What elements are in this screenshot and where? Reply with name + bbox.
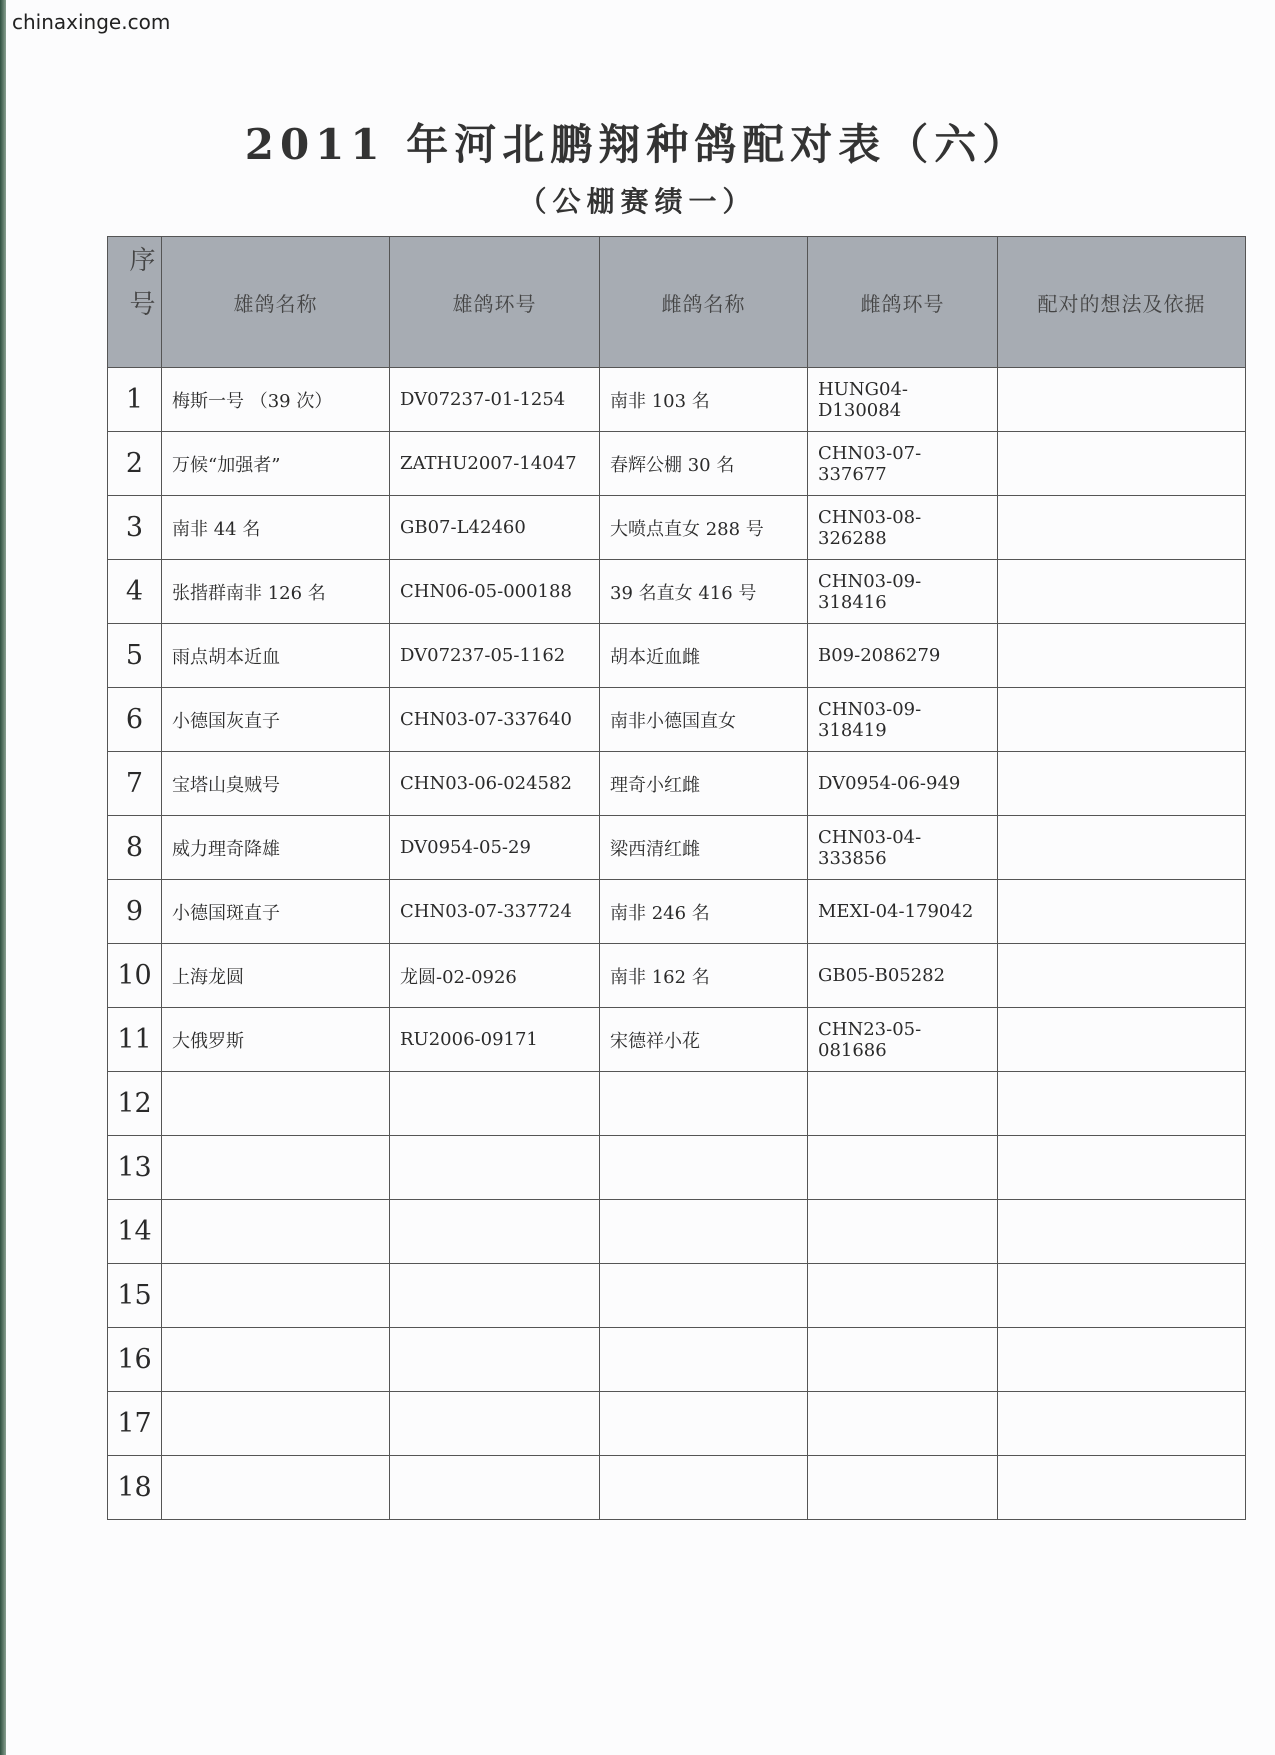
female-ring-cell: CHN03-09-318416 — [808, 560, 998, 624]
notes-cell — [998, 752, 1246, 816]
male-name-cell — [162, 1264, 390, 1328]
female-name-cell: 大喷点直女 288 号 — [600, 496, 808, 560]
female-ring-cell: CHN03-04-333856 — [808, 816, 998, 880]
table-row — [108, 1008, 1246, 1072]
male-ring-cell — [390, 1264, 600, 1328]
male-ring-cell: ZATHU2007-14047 — [390, 432, 600, 496]
male-name-cell: 上海龙圆 — [162, 944, 390, 1008]
male-ring-cell: RU2006-09171 — [390, 1008, 600, 1072]
male-name-cell — [162, 1392, 390, 1456]
table-row — [108, 432, 1246, 496]
table-row — [108, 368, 1246, 432]
row-seq: 1 — [108, 368, 162, 432]
male-ring-cell: CHN03-06-024582 — [390, 752, 600, 816]
row-seq: 3 — [108, 496, 162, 560]
watermark-text: chinaxinge.com — [12, 10, 171, 34]
table-row — [108, 1136, 1246, 1200]
male-name-cell: 小德国斑直子 — [162, 880, 390, 944]
female-ring-cell: HUNG04-D130084 — [808, 368, 998, 432]
notes-cell — [998, 496, 1246, 560]
row-seq: 4 — [108, 560, 162, 624]
header-male-name: 雄鸽名称 — [162, 237, 390, 368]
female-ring-cell — [808, 1136, 998, 1200]
row-seq: 9 — [108, 880, 162, 944]
female-name-cell: 南非小德国直女 — [600, 688, 808, 752]
table-header — [108, 237, 1246, 368]
female-name-cell — [600, 1328, 808, 1392]
row-seq: 7 — [108, 752, 162, 816]
male-ring-cell — [390, 1392, 600, 1456]
notes-cell — [998, 1200, 1246, 1264]
row-seq: 13 — [108, 1136, 162, 1200]
table-row — [108, 880, 1246, 944]
female-name-cell — [600, 1200, 808, 1264]
notes-cell — [998, 1456, 1246, 1520]
table-row — [108, 944, 1246, 1008]
notes-cell — [998, 560, 1246, 624]
male-name-cell — [162, 1328, 390, 1392]
row-seq: 14 — [108, 1200, 162, 1264]
table-row — [108, 816, 1246, 880]
female-name-cell: 南非 162 名 — [600, 944, 808, 1008]
table-row — [108, 496, 1246, 560]
female-ring-cell — [808, 1264, 998, 1328]
male-ring-cell — [390, 1072, 600, 1136]
header-male-ring: 雄鸽环号 — [390, 237, 600, 368]
female-ring-cell: MEXI-04-179042 — [808, 880, 998, 944]
male-name-cell — [162, 1200, 390, 1264]
pairing-table — [107, 236, 1246, 1520]
male-name-cell: 大俄罗斯 — [162, 1008, 390, 1072]
female-ring-cell: CHN03-07-337677 — [808, 432, 998, 496]
table-row — [108, 1264, 1246, 1328]
female-name-cell: 南非 103 名 — [600, 368, 808, 432]
female-name-cell: 39 名直女 416 号 — [600, 560, 808, 624]
table-row — [108, 688, 1246, 752]
female-name-cell: 春辉公棚 30 名 — [600, 432, 808, 496]
notes-cell — [998, 368, 1246, 432]
header-row — [108, 237, 1246, 368]
row-seq: 15 — [108, 1264, 162, 1328]
male-ring-cell: 龙圆-02-0926 — [390, 944, 600, 1008]
notes-cell — [998, 624, 1246, 688]
female-ring-cell — [808, 1392, 998, 1456]
table-row — [108, 752, 1246, 816]
table-body — [108, 368, 1246, 1520]
female-ring-cell: CHN03-08-326288 — [808, 496, 998, 560]
row-seq: 16 — [108, 1328, 162, 1392]
notes-cell — [998, 1008, 1246, 1072]
male-ring-cell — [390, 1136, 600, 1200]
male-ring-cell: DV07237-01-1254 — [390, 368, 600, 432]
female-ring-cell: DV0954-06-949 — [808, 752, 998, 816]
male-ring-cell — [390, 1456, 600, 1520]
row-seq: 5 — [108, 624, 162, 688]
male-ring-cell: DV0954-05-29 — [390, 816, 600, 880]
notes-cell — [998, 432, 1246, 496]
female-ring-cell: CHN03-09-318419 — [808, 688, 998, 752]
female-name-cell — [600, 1392, 808, 1456]
female-name-cell — [600, 1136, 808, 1200]
row-seq: 17 — [108, 1392, 162, 1456]
female-name-cell: 南非 246 名 — [600, 880, 808, 944]
table-row — [108, 1456, 1246, 1520]
row-seq: 12 — [108, 1072, 162, 1136]
male-name-cell: 梅斯一号 （39 次） — [162, 368, 390, 432]
female-name-cell — [600, 1072, 808, 1136]
male-ring-cell: GB07-L42460 — [390, 496, 600, 560]
notes-cell — [998, 816, 1246, 880]
notes-cell — [998, 688, 1246, 752]
male-name-cell: 威力理奇降雄 — [162, 816, 390, 880]
notes-cell — [998, 880, 1246, 944]
male-ring-cell — [390, 1328, 600, 1392]
female-name-cell: 胡本近血雌 — [600, 624, 808, 688]
notes-cell — [998, 1264, 1246, 1328]
male-ring-cell: CHN03-07-337724 — [390, 880, 600, 944]
header-seq-label: 序号 — [125, 246, 155, 334]
female-name-cell: 梁西清红雌 — [600, 816, 808, 880]
female-name-cell: 宋德祥小花 — [600, 1008, 808, 1072]
female-ring-cell: B09-2086279 — [808, 624, 998, 688]
female-ring-cell: GB05-B05282 — [808, 944, 998, 1008]
male-name-cell: 宝塔山臭贼号 — [162, 752, 390, 816]
male-name-cell — [162, 1136, 390, 1200]
table-row — [108, 1072, 1246, 1136]
table-row — [108, 560, 1246, 624]
male-name-cell — [162, 1072, 390, 1136]
header-female-ring: 雌鸽环号 — [808, 237, 998, 368]
row-seq: 11 — [108, 1008, 162, 1072]
document-subtitle: （公棚赛绩一） — [518, 185, 757, 218]
table-row — [108, 624, 1246, 688]
table-row — [108, 1200, 1246, 1264]
table-row — [108, 1328, 1246, 1392]
female-name-cell: 理奇小红雌 — [600, 752, 808, 816]
notes-cell — [998, 1392, 1246, 1456]
header-female-name: 雌鸽名称 — [600, 237, 808, 368]
document-title: 2011 年河北鹏翔种鸽配对表（六） — [244, 120, 1031, 169]
male-name-cell: 张揩群南非 126 名 — [162, 560, 390, 624]
male-name-cell: 南非 44 名 — [162, 496, 390, 560]
female-ring-cell — [808, 1072, 998, 1136]
row-seq: 8 — [108, 816, 162, 880]
male-name-cell: 雨点胡本近血 — [162, 624, 390, 688]
male-name-cell: 万候“加强者” — [162, 432, 390, 496]
male-ring-cell: CHN03-07-337640 — [390, 688, 600, 752]
male-name-cell — [162, 1456, 390, 1520]
row-seq: 6 — [108, 688, 162, 752]
male-ring-cell — [390, 1200, 600, 1264]
header-seq — [108, 237, 162, 368]
female-ring-cell — [808, 1456, 998, 1520]
header-notes: 配对的想法及依据 — [998, 237, 1246, 368]
female-name-cell — [600, 1264, 808, 1328]
male-ring-cell: DV07237-05-1162 — [390, 624, 600, 688]
notes-cell — [998, 944, 1246, 1008]
female-ring-cell — [808, 1328, 998, 1392]
female-ring-cell — [808, 1200, 998, 1264]
row-seq: 2 — [108, 432, 162, 496]
female-ring-cell: CHN23-05-081686 — [808, 1008, 998, 1072]
row-seq: 18 — [108, 1456, 162, 1520]
notes-cell — [998, 1136, 1246, 1200]
male-ring-cell: CHN06-05-000188 — [390, 560, 600, 624]
female-name-cell — [600, 1456, 808, 1520]
row-seq: 10 — [108, 944, 162, 1008]
notes-cell — [998, 1328, 1246, 1392]
notes-cell — [998, 1072, 1246, 1136]
table-row — [108, 1392, 1246, 1456]
male-name-cell: 小德国灰直子 — [162, 688, 390, 752]
